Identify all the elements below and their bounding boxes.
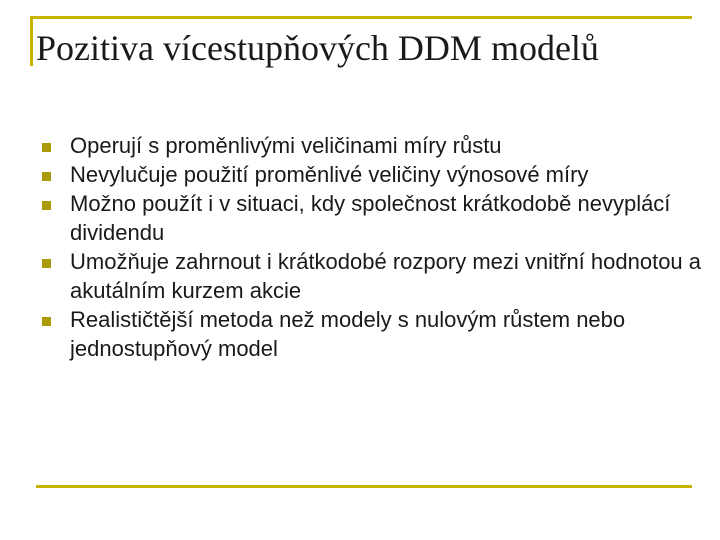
- bullet-text: Možno použít i v situaci, kdy společnost krátkodobě nevyplácí dividendu: [70, 191, 671, 245]
- bullet-item: [42, 305, 702, 363]
- bullet-item: [42, 160, 702, 189]
- square-bullet-icon: [42, 143, 51, 152]
- bullet-item: [42, 247, 702, 305]
- bullet-item: [42, 189, 702, 247]
- bullet-text: Realističtější metoda než modely s nulovým růstem nebo jednostupňový model: [70, 307, 626, 361]
- bullet-text: Nevylučuje použití proměnlivé veličiny výnosové míry: [70, 162, 589, 187]
- title-left-rule: [30, 16, 33, 66]
- square-bullet-icon: [42, 172, 51, 181]
- bullet-text: Operují s proměnlivými veličinami míry růstu: [70, 133, 502, 158]
- square-bullet-icon: [42, 317, 51, 326]
- square-bullet-icon: [42, 201, 51, 210]
- bullet-item: [42, 131, 702, 160]
- square-bullet-icon: [42, 259, 51, 268]
- bullet-list: [42, 131, 702, 363]
- bullet-text: Umožňuje zahrnout i krátkodobé rozpory mezi vnitřní hodnotou a akutálním kurzem akcie: [70, 249, 702, 303]
- title-top-rule: [30, 16, 692, 19]
- slide-title: Pozitiva vícestupňových DDM modelů: [36, 28, 599, 68]
- bottom-rule: [36, 485, 692, 488]
